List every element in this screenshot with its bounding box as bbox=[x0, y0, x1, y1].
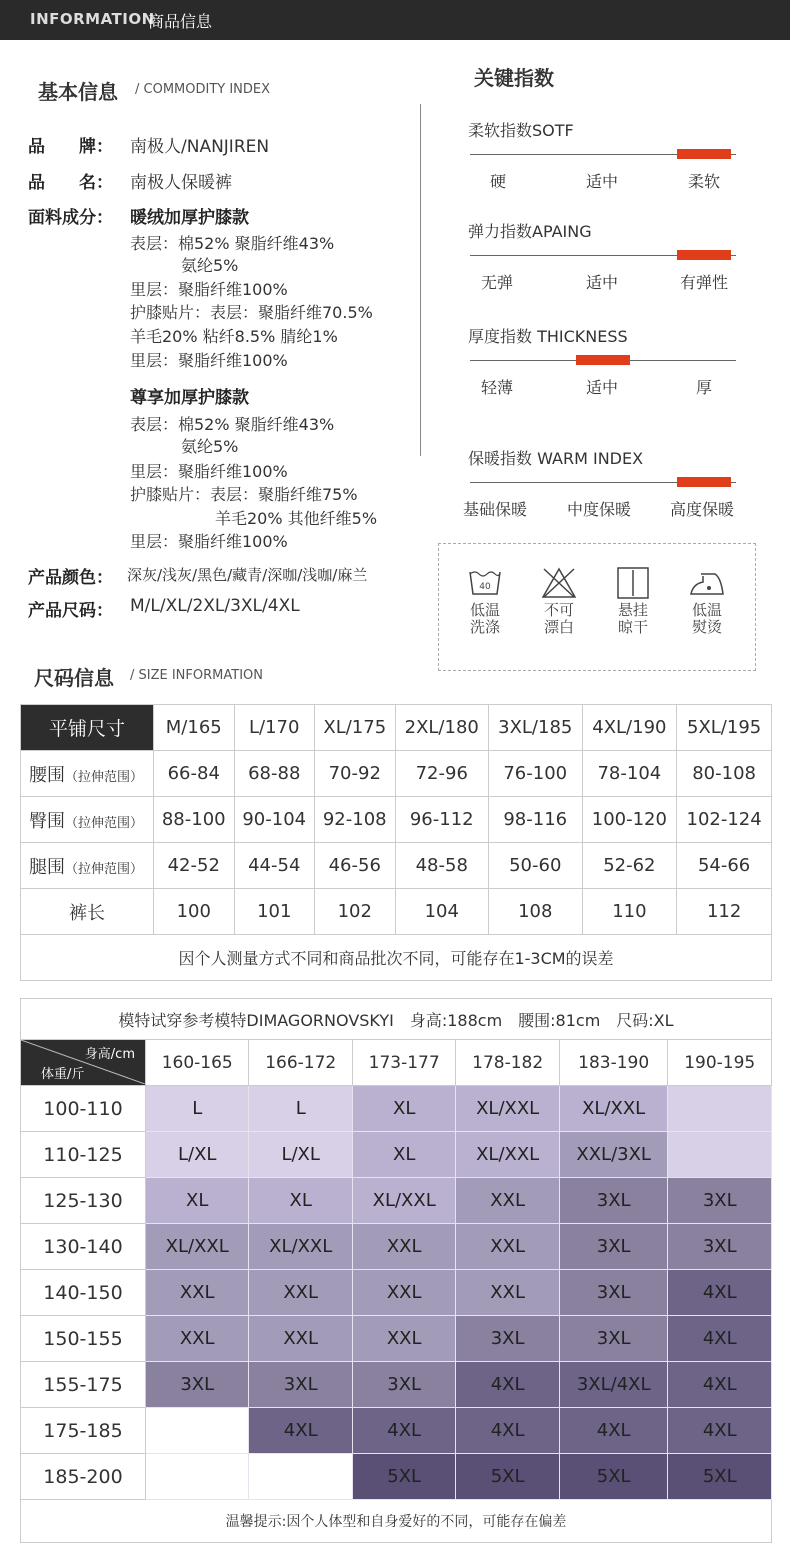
care-label bbox=[603, 602, 663, 636]
care-label-line2: 漂白 bbox=[543, 618, 574, 636]
fit-size-cell: 4XL bbox=[456, 1408, 559, 1454]
fit-header-row bbox=[21, 1040, 772, 1086]
weight-row-header: 185-200 bbox=[21, 1454, 146, 1500]
fit-size-cell: 4XL bbox=[668, 1316, 772, 1362]
brand-label: 品 牌： bbox=[28, 137, 113, 157]
fit-size-cell: 4XL bbox=[352, 1408, 455, 1454]
fit-size-cell: XXL bbox=[352, 1270, 455, 1316]
fit-row bbox=[21, 1132, 772, 1178]
index-level-label: 适中 bbox=[586, 273, 619, 292]
weight-row-header: 100-110 bbox=[21, 1086, 146, 1132]
fit-size-cell: 3XL bbox=[559, 1224, 668, 1270]
size-column-header: L/170 bbox=[234, 705, 315, 751]
fit-size-cell: XL bbox=[146, 1178, 249, 1224]
fit-row bbox=[21, 1454, 772, 1500]
weight-row-header: 150-155 bbox=[21, 1316, 146, 1362]
index-title: 弹力指数APAING bbox=[468, 222, 592, 241]
index-level-mark bbox=[576, 355, 630, 365]
height-column-header: 166-172 bbox=[249, 1040, 352, 1086]
fit-row bbox=[21, 1270, 772, 1316]
size-note: 因个人测量方式不同和商品批次不同，可能存在1-3CM的误差 bbox=[21, 935, 772, 981]
fit-note: 温馨提示:因个人体型和自身爱好的不同，可能存在偏差 bbox=[21, 1500, 772, 1543]
index-level-label: 有弹性 bbox=[680, 273, 729, 292]
fit-size-cell: XXL bbox=[146, 1316, 249, 1362]
index-title: 厚度指数 THICKNESS bbox=[468, 327, 628, 346]
fit-size-cell: L bbox=[146, 1086, 249, 1132]
size-column-header: 3XL/185 bbox=[489, 705, 583, 751]
fit-size-cell: 4XL bbox=[668, 1362, 772, 1408]
size-cell: 54-66 bbox=[677, 843, 772, 889]
style2-line: 里层：聚脂纤维100% bbox=[130, 462, 288, 481]
fit-size-cell bbox=[146, 1408, 249, 1454]
size-label: 产品尺码： bbox=[28, 601, 113, 621]
fit-size-cell: XL/XXL bbox=[146, 1224, 249, 1270]
size-cell: 102 bbox=[315, 889, 396, 935]
fit-size-cell: XXL bbox=[352, 1316, 455, 1362]
corner-height-label: 身高/cm bbox=[84, 1047, 135, 1062]
care-label-line2: 洗涤 bbox=[469, 618, 500, 636]
index-title: 保暖指数 WARM INDEX bbox=[468, 449, 644, 468]
size-row-header bbox=[21, 751, 154, 797]
fit-size-cell bbox=[668, 1132, 772, 1178]
no-bleach-icon bbox=[541, 566, 577, 600]
index-level-label: 中度保暖 bbox=[567, 500, 632, 519]
fit-size-cell: XXL bbox=[249, 1270, 352, 1316]
size-cell: 46-56 bbox=[315, 843, 396, 889]
fit-size-cell: 3XL bbox=[559, 1178, 668, 1224]
fit-size-cell: 4XL bbox=[249, 1408, 352, 1454]
fit-size-cell: 3XL bbox=[249, 1362, 352, 1408]
size-cell: 92-108 bbox=[315, 797, 396, 843]
size-cell: 100 bbox=[154, 889, 235, 935]
weight-row-header: 155-175 bbox=[21, 1362, 146, 1408]
size-cell: 44-54 bbox=[234, 843, 315, 889]
basic-info-subtitle: / COMMODITY INDEX bbox=[135, 82, 271, 97]
fit-size-cell: XXL bbox=[146, 1270, 249, 1316]
measure-note: （拉伸范围） bbox=[65, 769, 144, 785]
size-column-header: 4XL/190 bbox=[582, 705, 677, 751]
index-title: 柔软指数SOTF bbox=[468, 121, 574, 140]
fit-size-cell: XL bbox=[249, 1178, 352, 1224]
size-cell: 66-84 bbox=[154, 751, 235, 797]
size-value: M/L/XL/2XL/3XL/4XL bbox=[130, 596, 300, 616]
fit-size-cell: XXL bbox=[456, 1270, 559, 1316]
index-level-mark bbox=[677, 477, 731, 487]
style2-line: 里层：聚脂纤维100% bbox=[130, 532, 288, 551]
fit-row bbox=[21, 1408, 772, 1454]
style1-title: 暖绒加厚护膝款 bbox=[130, 208, 249, 228]
fit-note-row bbox=[21, 1500, 772, 1543]
care-label-line1: 低温 bbox=[469, 601, 500, 619]
fit-size-cell: XL bbox=[352, 1086, 455, 1132]
style1-line: 羊毛20% 粘纤8.5% 腈纶1% bbox=[130, 327, 338, 346]
index-level-mark bbox=[677, 149, 731, 159]
index-level-label: 硬 bbox=[490, 172, 507, 191]
fit-row bbox=[21, 1178, 772, 1224]
fit-size-cell: L/XL bbox=[146, 1132, 249, 1178]
wash-temp-badge: 40 bbox=[479, 582, 491, 592]
care-label bbox=[529, 602, 589, 636]
size-column-header: 2XL/180 bbox=[395, 705, 489, 751]
size-cell: 108 bbox=[489, 889, 583, 935]
size-cell: 100-120 bbox=[582, 797, 677, 843]
size-cell: 101 bbox=[234, 889, 315, 935]
weight-row-header: 140-150 bbox=[21, 1270, 146, 1316]
fit-size-cell: XXL bbox=[352, 1224, 455, 1270]
size-row bbox=[21, 843, 772, 889]
weight-row-header: 175-185 bbox=[21, 1408, 146, 1454]
weight-row-header: 110-125 bbox=[21, 1132, 146, 1178]
index-level-label: 厚 bbox=[696, 378, 713, 397]
size-info-subtitle: / SIZE INFORMATION bbox=[130, 668, 263, 683]
size-cell: 98-116 bbox=[489, 797, 583, 843]
measure-name: 臀围 bbox=[29, 810, 65, 832]
size-note-row bbox=[21, 935, 772, 981]
size-column-header: 5XL/195 bbox=[677, 705, 772, 751]
care-label-line2: 熨烫 bbox=[691, 618, 722, 636]
corner-weight-label: 体重/斤 bbox=[41, 1067, 85, 1082]
height-column-header: 160-165 bbox=[146, 1040, 249, 1086]
size-cell: 50-60 bbox=[489, 843, 583, 889]
care-label-line1: 低温 bbox=[691, 601, 722, 619]
height-column-header: 190-195 bbox=[668, 1040, 772, 1086]
style2-line: 护膝贴片：表层：聚脂纤维75% bbox=[130, 485, 358, 504]
size-info-title: 尺码信息 bbox=[34, 666, 114, 690]
fit-size-cell: 3XL/4XL bbox=[559, 1362, 668, 1408]
size-cell: 72-96 bbox=[395, 751, 489, 797]
size-column-header: M/165 bbox=[154, 705, 235, 751]
care-panel bbox=[438, 543, 756, 671]
height-column-header: 178-182 bbox=[456, 1040, 559, 1086]
size-cell: 76-100 bbox=[489, 751, 583, 797]
brand-value: 南极人/NANJIREN bbox=[130, 137, 270, 157]
fit-size-cell: XXL bbox=[249, 1316, 352, 1362]
fit-size-cell: XL/XXL bbox=[249, 1224, 352, 1270]
name-value: 南极人保暖裤 bbox=[130, 173, 232, 193]
style1-line: 里层：聚脂纤维100% bbox=[130, 351, 288, 370]
measure-name: 腰围 bbox=[29, 764, 65, 786]
index-level-mark bbox=[677, 250, 731, 260]
fit-size-cell: 4XL bbox=[456, 1362, 559, 1408]
weight-row-header: 130-140 bbox=[21, 1224, 146, 1270]
size-row bbox=[21, 889, 772, 935]
fit-row bbox=[21, 1224, 772, 1270]
fit-size-cell: XL bbox=[352, 1132, 455, 1178]
size-cell: 102-124 bbox=[677, 797, 772, 843]
fit-size-cell: 3XL bbox=[559, 1270, 668, 1316]
banner-title-zh: 商品信息 bbox=[148, 12, 213, 31]
care-label bbox=[455, 602, 515, 636]
size-header-cell: 平铺尺寸 bbox=[21, 705, 154, 751]
fit-row bbox=[21, 1362, 772, 1408]
fit-size-cell: 3XL bbox=[668, 1178, 772, 1224]
fit-corner-cell bbox=[21, 1040, 146, 1086]
fit-size-cell: 3XL bbox=[146, 1362, 249, 1408]
height-column-header: 183-190 bbox=[559, 1040, 668, 1086]
index-level-label: 高度保暖 bbox=[670, 500, 735, 519]
fit-caption-row bbox=[21, 999, 772, 1040]
measure-note: （拉伸范围） bbox=[65, 861, 144, 877]
fit-size-cell bbox=[146, 1454, 249, 1500]
care-label-line1: 不可 bbox=[543, 601, 574, 619]
basic-info-title: 基本信息 bbox=[38, 80, 118, 104]
style1-line: 护膝贴片：表层：聚脂纤维70.5% bbox=[130, 303, 373, 322]
banner-title-en: INFORMATION bbox=[30, 10, 155, 28]
style2-line: 氨纶5% bbox=[181, 437, 239, 456]
fabric-label: 面料成分： bbox=[28, 208, 113, 228]
hang-dry-icon bbox=[615, 566, 651, 600]
index-level-label: 柔软 bbox=[688, 172, 721, 191]
index-level-label: 轻薄 bbox=[481, 378, 514, 397]
index-level-label: 适中 bbox=[586, 172, 619, 191]
fit-size-cell: XXL/3XL bbox=[559, 1132, 668, 1178]
size-row bbox=[21, 751, 772, 797]
size-cell: 104 bbox=[395, 889, 489, 935]
fit-size-cell: L bbox=[249, 1086, 352, 1132]
fit-size-cell: 3XL bbox=[668, 1224, 772, 1270]
fit-size-cell: XL/XXL bbox=[456, 1086, 559, 1132]
style1-line: 氨纶5% bbox=[181, 256, 239, 275]
care-label bbox=[677, 602, 737, 636]
fit-size-cell: 5XL bbox=[559, 1454, 668, 1500]
measure-name: 腿围 bbox=[29, 856, 65, 878]
care-item-wash bbox=[455, 544, 515, 636]
size-row-header bbox=[21, 843, 154, 889]
fit-row bbox=[21, 1316, 772, 1362]
fit-size-cell: 3XL bbox=[352, 1362, 455, 1408]
fit-size-cell bbox=[668, 1086, 772, 1132]
size-cell: 52-62 bbox=[582, 843, 677, 889]
size-table bbox=[20, 704, 772, 981]
fit-size-cell: XXL bbox=[456, 1224, 559, 1270]
iron-low-icon bbox=[689, 566, 725, 600]
size-cell: 112 bbox=[677, 889, 772, 935]
size-cell: 48-58 bbox=[395, 843, 489, 889]
size-cell: 88-100 bbox=[154, 797, 235, 843]
height-column-header: 173-177 bbox=[352, 1040, 455, 1086]
fit-size-cell: 5XL bbox=[352, 1454, 455, 1500]
fit-row bbox=[21, 1086, 772, 1132]
weight-row-header: 125-130 bbox=[21, 1178, 146, 1224]
size-row-header bbox=[21, 889, 154, 935]
fit-size-cell: L/XL bbox=[249, 1132, 352, 1178]
index-level-label: 基础保暖 bbox=[463, 500, 528, 519]
indices-title: 关键指数 bbox=[474, 66, 554, 90]
fit-size-cell: 5XL bbox=[456, 1454, 559, 1500]
fit-size-cell: XXL bbox=[456, 1178, 559, 1224]
size-cell: 78-104 bbox=[582, 751, 677, 797]
wash-40-icon bbox=[467, 566, 503, 600]
color-label: 产品颜色： bbox=[28, 568, 113, 588]
size-cell: 96-112 bbox=[395, 797, 489, 843]
name-label: 品 名： bbox=[28, 173, 113, 193]
fit-size-cell: XL/XXL bbox=[352, 1178, 455, 1224]
style1-line: 表层：棉52% 聚脂纤维43% bbox=[130, 234, 335, 253]
fit-size-cell: 5XL bbox=[668, 1454, 772, 1500]
measure-note: （拉伸范围） bbox=[65, 815, 144, 831]
care-item-dry bbox=[603, 544, 663, 636]
size-cell: 80-108 bbox=[677, 751, 772, 797]
fit-size-cell: XL/XXL bbox=[559, 1086, 668, 1132]
style2-line: 表层：棉52% 聚脂纤维43% bbox=[130, 415, 335, 434]
size-header-row bbox=[21, 705, 772, 751]
size-cell: 68-88 bbox=[234, 751, 315, 797]
size-cell: 90-104 bbox=[234, 797, 315, 843]
fit-caption: 模特试穿参考模特DIMAGORNOVSKYI 身高:188cm 腰围:81cm 尺码:XL bbox=[21, 999, 772, 1040]
care-label-line1: 悬挂 bbox=[617, 601, 648, 619]
care-item-bleach bbox=[529, 544, 589, 636]
style1-line: 里层：聚脂纤维100% bbox=[130, 280, 288, 299]
fit-size-cell: 3XL bbox=[559, 1316, 668, 1362]
style2-title: 尊享加厚护膝款 bbox=[130, 388, 249, 408]
fit-size-cell: 3XL bbox=[456, 1316, 559, 1362]
index-level-label: 无弹 bbox=[481, 273, 514, 292]
fit-size-cell: 4XL bbox=[668, 1270, 772, 1316]
style2-line: 羊毛20% 其他纤维5% bbox=[215, 509, 378, 528]
size-row-header bbox=[21, 797, 154, 843]
fit-table bbox=[20, 998, 772, 1543]
size-column-header: XL/175 bbox=[315, 705, 396, 751]
top-banner bbox=[0, 0, 790, 40]
size-cell: 110 bbox=[582, 889, 677, 935]
size-cell: 42-52 bbox=[154, 843, 235, 889]
index-level-label: 适中 bbox=[586, 378, 619, 397]
size-row bbox=[21, 797, 772, 843]
fit-size-cell bbox=[249, 1454, 352, 1500]
care-item-iron bbox=[677, 544, 737, 636]
fit-size-cell: 4XL bbox=[668, 1408, 772, 1454]
fit-size-cell: 4XL bbox=[559, 1408, 668, 1454]
fit-size-cell: XL/XXL bbox=[456, 1132, 559, 1178]
color-value: 深灰/浅灰/黑色/藏青/深咖/浅咖/麻兰 bbox=[127, 566, 368, 584]
divider bbox=[420, 104, 421, 456]
measure-name: 裤长 bbox=[69, 902, 105, 924]
size-cell: 70-92 bbox=[315, 751, 396, 797]
care-label-line2: 晾干 bbox=[617, 618, 648, 636]
